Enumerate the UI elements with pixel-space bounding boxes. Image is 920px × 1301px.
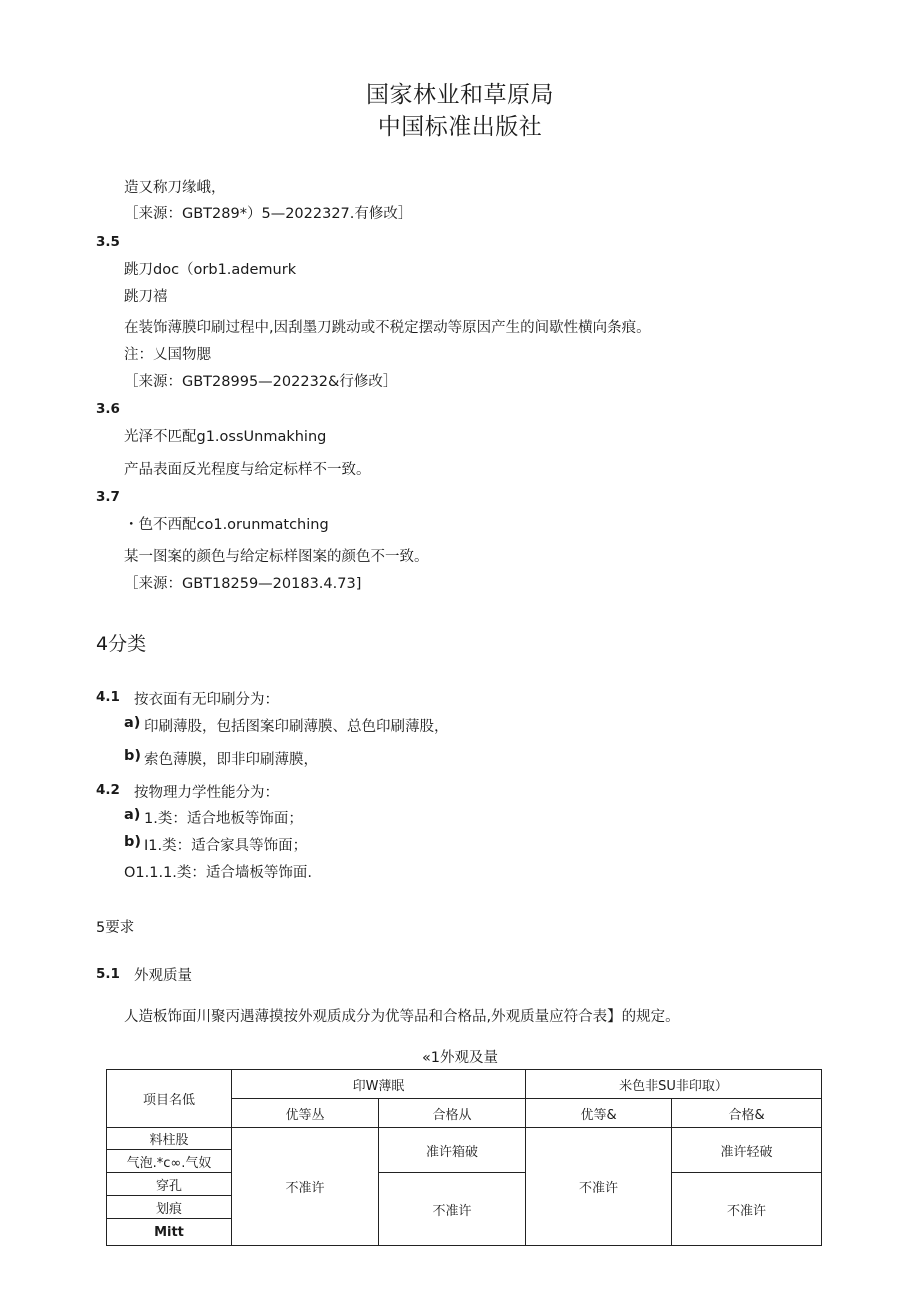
list-item: 印刷薄股，包括图案印刷薄膜、总色印刷薄股， — [144, 719, 449, 735]
clause-number: 4.2 — [96, 782, 120, 798]
requirement-paragraph: 人造板饰面川聚丙遇薄摸按外观质成分为优等品和合格品,外观质量应符合表】的规定。 — [124, 1009, 680, 1025]
list-label: b) — [124, 834, 142, 850]
section-heading-4: 4分类 — [96, 633, 147, 655]
grade-header: 优等& — [526, 1099, 672, 1128]
term-title: 跳刀doc（orb1.ademurk — [124, 262, 297, 278]
table-cell: 不准许 — [672, 1173, 822, 1246]
grade-header: 合格从 — [379, 1099, 526, 1128]
publisher-line-1: 国家林业和草原局 — [366, 82, 554, 108]
clause-number: 4.1 — [96, 689, 120, 705]
term-definition: 产品表面反光程度与给定标样不一致。 — [124, 462, 371, 478]
grade-header: 优等丛 — [232, 1099, 379, 1128]
source-note: ［来源：GBT28995—202232&行修改］ — [124, 374, 398, 390]
table-cell: 准许箱破 — [379, 1128, 526, 1173]
defect-item: Mitt — [107, 1219, 232, 1246]
term-alt-name: 跳刀禧 — [124, 289, 168, 305]
clause-text: 按物理力学性能分为： — [134, 785, 279, 801]
group-header-plain: 米色非SU非印取） — [526, 1070, 822, 1099]
defect-item: 气泡.*c∞.气奴 — [107, 1150, 232, 1173]
list-label: a) — [124, 807, 141, 823]
defect-item: 料柱股 — [107, 1128, 232, 1150]
defect-item: 划痕 — [107, 1196, 232, 1219]
source-note: ［来源：GBT289*）5—2022327.有修改］ — [124, 206, 413, 222]
clause-title: 外观质量 — [134, 968, 192, 984]
term-title: ・色不西配co1.orunmatching — [124, 517, 329, 533]
clause-text: 按衣面有无印刷分为： — [134, 692, 279, 708]
table-cell: 不准许 — [379, 1173, 526, 1246]
defect-item: 穿孔 — [107, 1173, 232, 1196]
section-heading-5: 5要求 — [96, 920, 135, 936]
term-note: 注：乂国物腮 — [124, 347, 211, 363]
publisher-line-2: 中国标准出版社 — [377, 114, 543, 140]
appearance-quality-table — [106, 1069, 822, 1246]
continued-text: 造又称刀缘峨， — [124, 180, 226, 196]
list-item: O1.1.1.类：适合墙板等饰面. — [124, 865, 313, 881]
table-cell: 不准许 — [526, 1128, 672, 1246]
table-cell: 准许轻破 — [672, 1128, 822, 1173]
source-note: ［来源：GBT18259—20183.4.73] — [124, 576, 362, 592]
column-header-item: 项目名低 — [107, 1070, 232, 1128]
list-item: 索色薄膜，即非印刷薄膜， — [144, 752, 318, 768]
list-label: b) — [124, 748, 142, 764]
list-label: a) — [124, 715, 141, 731]
term-number: 3.5 — [96, 234, 120, 250]
term-title: 光泽不匹配g1.ossUnmakhing — [124, 429, 327, 445]
list-item: 1.类：适合地板等饰面； — [144, 811, 303, 827]
grade-header: 合格& — [672, 1099, 822, 1128]
group-header-printed: 印W薄眠 — [232, 1070, 526, 1099]
list-item: I1.类：适合家具等饰面； — [144, 838, 308, 854]
table-cell: 不准许 — [232, 1128, 379, 1246]
term-definition: 在装饰薄膜印刷过程中,因刮墨刀跳动或不税定摆动等原因产生的间歇性横向条痕。 — [124, 320, 651, 336]
term-number: 3.6 — [96, 401, 120, 417]
table-caption: «1外观及量 — [421, 1050, 499, 1066]
clause-number: 5.1 — [96, 966, 120, 982]
term-definition: 某一图案的颜色与给定标样图案的颜色不一致。 — [124, 549, 429, 565]
term-number: 3.7 — [96, 489, 120, 505]
